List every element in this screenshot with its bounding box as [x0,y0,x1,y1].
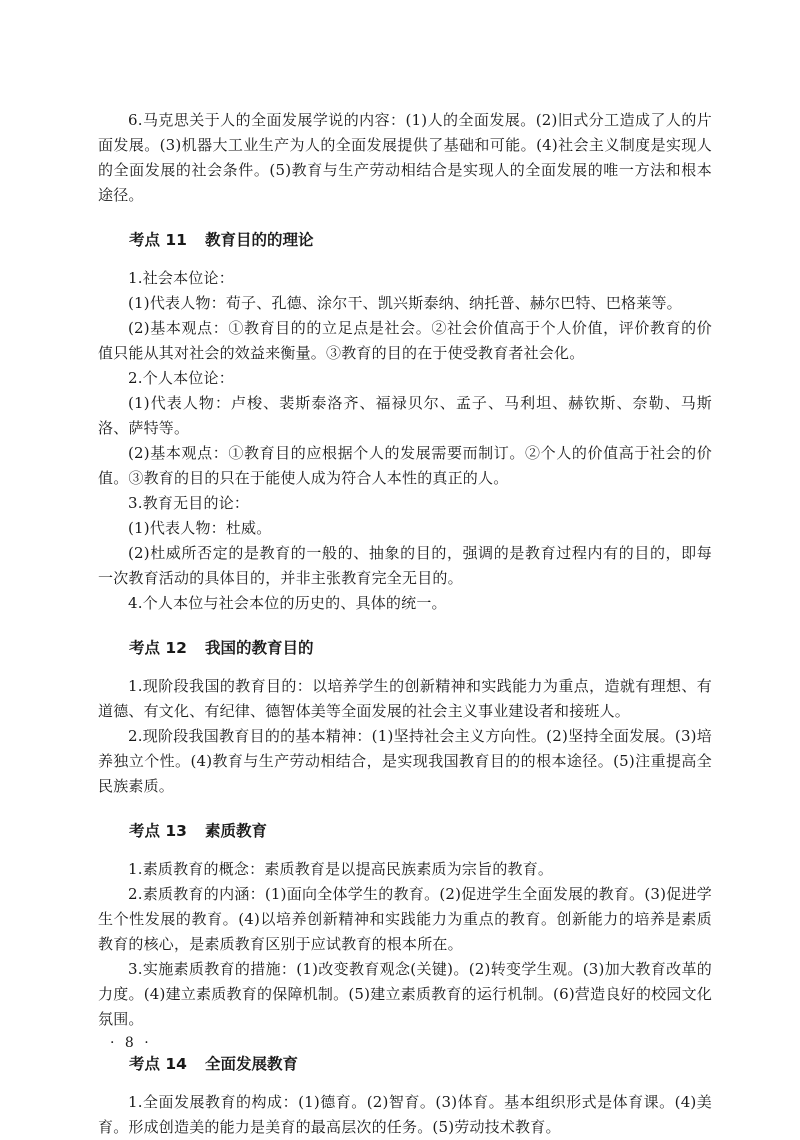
section-number: 考点 11 [129,231,187,249]
section-heading [98,228,712,252]
section-title: 我国的教育目的 [204,639,314,657]
paragraph: (2)基本观点：①教育目的的立足点是社会。②社会价值高于个人价值，评价教育的价值只能从其对社会的效益来衡量。③教育的目的在于使受教育者社会化。 [98,319,712,362]
paragraph: 1.社会本位论： [128,269,234,287]
paragraph: (1)代表人物：卢梭、裴斯泰洛齐、福禄贝尔、孟子、马利坦、赫钦斯、奈勒、马斯洛、萨特等。 [98,394,712,437]
section-number: 考点 12 [129,639,187,657]
page-content [98,108,712,1140]
section-heading [98,1052,712,1076]
paragraph: (2)杜威所否定的是教育的一般的、抽象的目的，强调的是教育过程内有的目的，即每一次教育活动的具体目的，并非主张教育完全无目的。 [98,544,712,587]
section-title: 素质教育 [204,822,267,840]
section-title: 全面发展教育 [204,1055,298,1073]
paragraph: 1.全面发展教育的构成：(1)德育。(2)智育。(3)体育。基本组织形式是体育课。(4)美育。形成创造美的能力是美育的最高层次的任务。(5)劳动技术教育。 [98,1093,712,1136]
section-heading [98,819,712,843]
paragraph: 2.个人本位论： [128,369,234,387]
paragraph: 4.个人本位与社会本位的历史的、具体的统一。 [128,594,447,612]
paragraph: 3.教育无目的论： [128,494,250,512]
paragraph: (1)代表人物：杜威。 [128,519,272,537]
paragraph: 6.马克思关于人的全面发展学说的内容：(1)人的全面发展。(2)旧式分工造成了人的片面发展。(3)机器大工业生产为人的全面发展提供了基础和可能。(4)社会主义制度是实现人的全面发展的社会条件。(5)教育与生产劳动相结合是实现人的全面发展的唯一方法和根本途径。 [98,111,712,204]
paragraph: 2.现阶段我国教育目的的基本精神：(1)坚持社会主义方向性。(2)坚持全面发展。(3)培养独立个性。(4)教育与生产劳动相结合，是实现我国教育目的的根本途径。(5)注重提高全民族素质。 [98,727,712,795]
section-number: 考点 13 [129,822,187,840]
paragraph: 3.实施素质教育的措施：(1)改变教育观念(关键)。(2)转变学生观。(3)加大教育改革的力度。(4)建立素质教育的保障机制。(5)建立素质教育的运行机制。(6)营造良好的校园文化氛围。 [98,960,712,1028]
page-number: · 8 · [110,1035,152,1051]
paragraph: (1)代表人物：荀子、孔德、涂尔干、凯兴斯泰纳、纳托普、赫尔巴特、巴格莱等。 [128,294,682,312]
paragraph: 2.素质教育的内涵：(1)面向全体学生的教育。(2)促进学生全面发展的教育。(3)促进学生个性发展的教育。(4)以培养创新精神和实践能力为重点的教育。创新能力的培养是素质教育的核心，是素质教育区别于应试教育的根本所在。 [98,885,712,953]
paragraph: (2)基本观点：①教育目的应根据个人的发展需要而制订。②个人的价值高于社会的价值。③教育的目的只在于能使人成为符合人本性的真正的人。 [98,444,712,487]
section-title: 教育目的的理论 [204,231,314,249]
paragraph: 1.现阶段我国的教育目的：以培养学生的创新精神和实践能力为重点，造就有理想、有道德、有文化、有纪律、德智体美等全面发展的社会主义事业建设者和接班人。 [98,677,712,720]
section-number: 考点 14 [129,1055,187,1073]
paragraph: 1.素质教育的概念：素质教育是以提高民族素质为宗旨的教育。 [128,860,554,878]
section-heading [98,636,712,660]
